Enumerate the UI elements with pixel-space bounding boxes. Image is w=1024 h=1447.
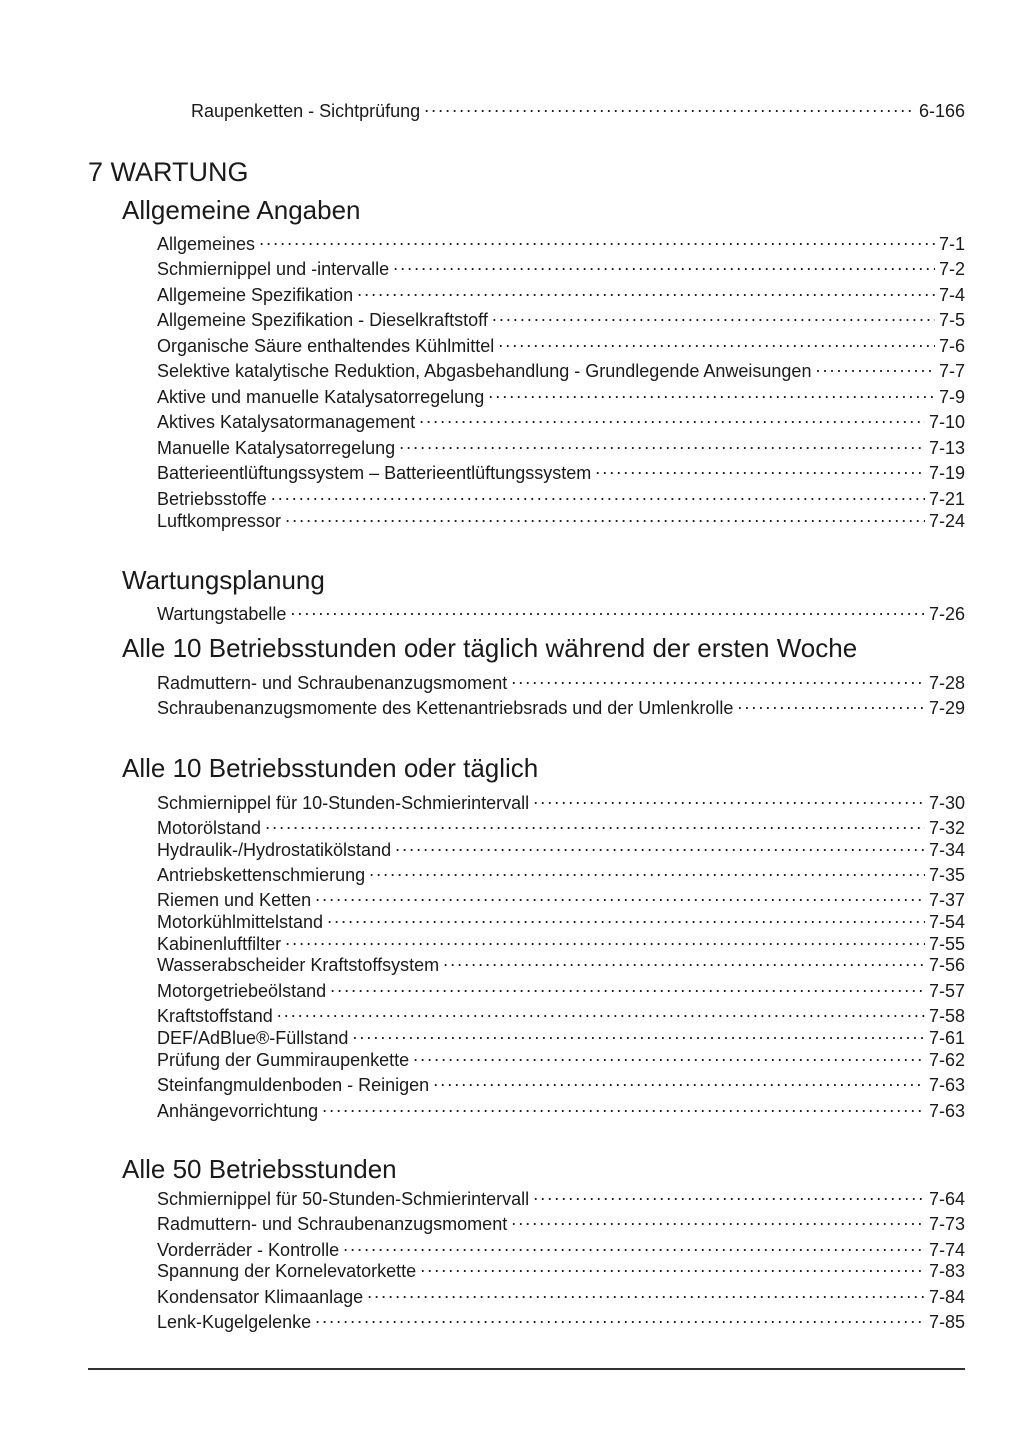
dot-leader	[352, 1022, 925, 1044]
toc-entry[interactable]	[157, 304, 965, 331]
toc-entry-page: 7-32	[928, 818, 965, 838]
dot-leader	[393, 253, 935, 275]
toc-entry-page: 7-1	[938, 234, 965, 254]
toc-entry-page: 7-24	[928, 511, 965, 531]
toc-entry-page: 7-63	[928, 1075, 965, 1095]
toc-entry-page: 6-166	[918, 101, 965, 121]
dot-leader	[533, 1183, 925, 1205]
dot-leader	[420, 1255, 925, 1277]
dot-leader	[259, 228, 935, 250]
dot-leader	[265, 812, 925, 834]
dot-leader	[367, 1281, 925, 1303]
toc-entry-label: Antriebskettenschmierung	[157, 865, 366, 885]
dot-leader	[290, 598, 925, 620]
toc-entry[interactable]	[157, 949, 965, 976]
toc-entry-page: 7-62	[928, 1050, 965, 1070]
dot-leader	[424, 95, 915, 117]
chapter-title: 7 WARTUNG	[88, 157, 249, 187]
toc-entry-page: 7-74	[928, 1240, 965, 1260]
toc-entry-page: 7-29	[928, 698, 965, 718]
toc-entry-page: 7-10	[928, 412, 965, 432]
toc-entry[interactable]	[157, 1208, 965, 1235]
toc-entry-page: 7-6	[938, 336, 965, 356]
toc-entry-label: Wasserabscheider Kraftstoffsystem	[157, 955, 440, 975]
toc-entry-page: 7-9	[938, 387, 965, 407]
toc-entry[interactable]	[157, 253, 965, 280]
toc-entry-label: Lenk-Kugelgelenke	[157, 1312, 312, 1332]
toc-entry-label: Radmuttern- und Schraubenanzugsmoment	[157, 1214, 508, 1234]
toc-entry[interactable]	[157, 505, 965, 532]
toc-entry-label: Aktive und manuelle Katalysatorregelung	[157, 387, 485, 407]
dot-leader	[285, 505, 925, 527]
toc-entry-label: Schmiernippel für 50-Stunden-Schmierintervall	[157, 1189, 530, 1209]
toc-entry-label: Schmiernippel und -intervalle	[157, 259, 390, 279]
dot-leader	[285, 928, 925, 950]
toc-entry-label: Allgemeine Spezifikation	[157, 285, 354, 305]
toc-entry-label: Manuelle Katalysatorregelung	[157, 438, 396, 458]
toc-entry-label: Luftkompressor	[157, 511, 282, 531]
toc-entry-page: 7-2	[938, 259, 965, 279]
toc-entry-page: 7-84	[928, 1287, 965, 1307]
section-heading: Wartungsplanung	[122, 565, 325, 595]
section-heading: Allgemeine Angaben	[122, 195, 361, 225]
toc-entry-page: 7-19	[928, 463, 965, 483]
dot-leader	[533, 787, 925, 809]
toc-entry-label: Kondensator Klimaanlage	[157, 1287, 364, 1307]
toc-entry[interactable]	[157, 1281, 965, 1308]
toc-entry-label: Allgemeines	[157, 234, 256, 254]
dot-leader	[369, 859, 925, 881]
dot-leader	[595, 457, 925, 479]
toc-entry-label: Aktives Katalysatormanagement	[157, 412, 416, 432]
toc-entry-page: 7-37	[928, 890, 965, 910]
toc-entry-label: Schraubenanzugsmomente des Kettenantriebsrads und der Umlenkrolle	[157, 698, 734, 718]
toc-entry[interactable]	[157, 975, 965, 1002]
toc-entry-label: Batterieentlüftungssystem – Batterieentlüftungssystem	[157, 463, 592, 483]
toc-entry[interactable]	[157, 787, 965, 814]
toc-entry[interactable]	[157, 692, 965, 719]
toc-entry-label: Prüfung der Gummiraupenkette	[157, 1050, 410, 1070]
dot-leader	[322, 1095, 925, 1117]
toc-entry-page: 7-63	[928, 1101, 965, 1121]
dot-leader	[277, 1000, 925, 1022]
toc-entry-page: 7-35	[928, 865, 965, 885]
toc-entry[interactable]	[157, 1069, 965, 1096]
toc-entry-label: Vorderräder - Kontrolle	[157, 1240, 340, 1260]
toc-entry-label: Wartungstabelle	[157, 604, 287, 624]
toc-entry[interactable]	[157, 1255, 965, 1282]
toc-entry[interactable]	[157, 1095, 965, 1122]
toc-entry-page: 7-57	[928, 981, 965, 1001]
toc-entry[interactable]	[157, 1044, 965, 1071]
toc-entry-page: 7-21	[928, 489, 965, 509]
toc-entry-page: 7-4	[938, 285, 965, 305]
toc-entry-page: 7-61	[928, 1028, 965, 1048]
toc-entry-page: 7-30	[928, 793, 965, 813]
toc-entry-label: Betriebsstoffe	[157, 489, 267, 509]
toc-entry-label: Motorgetriebeölstand	[157, 981, 327, 1001]
toc-entry-page: 7-73	[928, 1214, 965, 1234]
toc-entry-label: Motorkühlmittelstand	[157, 912, 324, 932]
dot-leader	[399, 432, 925, 454]
toc-entry-page: 7-85	[928, 1312, 965, 1332]
toc-entry[interactable]	[157, 381, 965, 408]
section-heading: Alle 50 Betriebsstunden	[122, 1154, 397, 1184]
dot-leader	[315, 1306, 925, 1328]
toc-entry[interactable]	[157, 598, 965, 625]
toc-entry-label: Spannung der Kornelevatorkette	[157, 1261, 417, 1281]
toc-entry-page: 7-34	[928, 840, 965, 860]
toc-entry-page: 7-26	[928, 604, 965, 624]
dot-leader	[327, 906, 925, 928]
toc-entry[interactable]	[157, 457, 965, 484]
toc-entry-label: DEF/AdBlue®-Füllstand	[157, 1028, 349, 1048]
footer-divider	[88, 1368, 965, 1370]
toc-entry[interactable]	[191, 95, 965, 122]
toc-entry[interactable]	[157, 859, 965, 886]
toc-entry-page: 7-83	[928, 1261, 965, 1281]
dot-leader	[511, 667, 925, 689]
dot-leader	[330, 975, 925, 997]
toc-entry[interactable]	[157, 432, 965, 459]
toc-entry-label: Motorölstand	[157, 818, 262, 838]
toc-entry-page: 7-13	[928, 438, 965, 458]
dot-leader	[413, 1044, 925, 1066]
toc-entry[interactable]	[157, 1306, 965, 1333]
toc-entry-page: 7-58	[928, 1006, 965, 1026]
toc-entry[interactable]	[157, 279, 965, 306]
toc-entry[interactable]	[157, 355, 965, 382]
dot-leader	[488, 381, 935, 403]
dot-leader	[315, 884, 925, 906]
toc-entry-label: Raupenketten - Sichtprüfung	[191, 101, 421, 121]
toc-entry[interactable]	[157, 667, 965, 694]
toc-entry-label: Hydraulik-/Hydrostatikölstand	[157, 840, 392, 860]
dot-leader	[419, 406, 925, 428]
toc-entry-label: Anhängevorrichtung	[157, 1101, 319, 1121]
toc-entry-page: 7-64	[928, 1189, 965, 1209]
dot-leader	[343, 1234, 925, 1256]
toc-entry-label: Schmiernippel für 10-Stunden-Schmierintervall	[157, 793, 530, 813]
dot-leader	[737, 692, 925, 714]
toc-entry-page: 7-28	[928, 673, 965, 693]
toc-entry-label: Kabinenluftfilter	[157, 934, 282, 954]
dot-leader	[815, 355, 935, 377]
toc-entry-label: Organische Säure enthaltendes Kühlmittel	[157, 336, 495, 356]
toc-entry-label: Riemen und Ketten	[157, 890, 312, 910]
toc-entry-label: Allgemeine Spezifikation - Dieselkraftstoff	[157, 310, 488, 330]
dot-leader	[271, 483, 925, 505]
toc-entry-page: 7-54	[928, 912, 965, 932]
toc-entry-page: 7-5	[938, 310, 965, 330]
dot-leader	[498, 330, 935, 352]
section-heading: Alle 10 Betriebsstunden oder täglich	[122, 753, 539, 783]
toc-entry[interactable]	[157, 228, 965, 255]
toc-entry-label: Kraftstoffstand	[157, 1006, 273, 1026]
toc-entry[interactable]	[157, 406, 965, 433]
toc-entry[interactable]	[157, 834, 965, 861]
toc-entry[interactable]	[157, 1183, 965, 1210]
dot-leader	[511, 1208, 925, 1230]
dot-leader	[433, 1069, 925, 1091]
toc-entry-label: Selektive katalytische Reduktion, Abgasbehandlung - Grundlegende Anweisungen	[157, 361, 812, 381]
dot-leader	[443, 949, 925, 971]
dot-leader	[395, 834, 925, 856]
toc-entry-label: Radmuttern- und Schraubenanzugsmoment	[157, 673, 508, 693]
dot-leader	[357, 279, 935, 301]
toc-entry[interactable]	[157, 330, 965, 357]
toc-entry-page: 7-55	[928, 934, 965, 954]
toc-entry-page: 7-7	[938, 361, 965, 381]
dot-leader	[492, 304, 935, 326]
section-heading: Alle 10 Betriebsstunden oder täglich während der ersten Woche	[122, 633, 858, 663]
toc-entry-label: Steinfangmuldenboden - Reinigen	[157, 1075, 430, 1095]
toc-entry-page: 7-56	[928, 955, 965, 975]
